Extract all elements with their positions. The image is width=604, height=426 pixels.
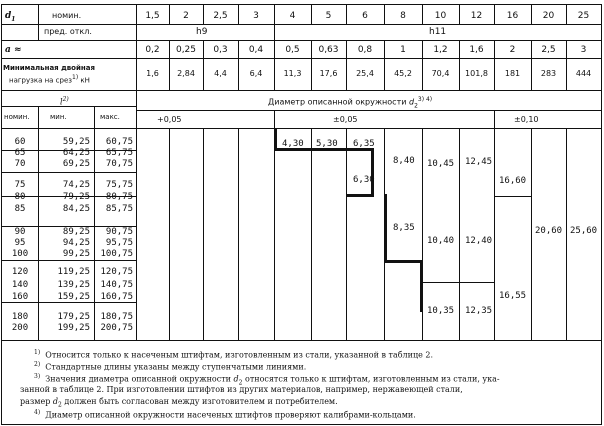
col-divider-body-0 — [136, 128, 137, 340]
length-min-0: 59,25 — [62, 137, 90, 147]
d1-value-6: 6 — [362, 11, 368, 21]
diameter-d10-b: 10,40 — [427, 236, 455, 246]
length-max-10: 140,75 — [100, 280, 133, 290]
a-value-10: 2 — [509, 45, 516, 55]
group-rule-1 — [1, 172, 136, 173]
load-value-7: 45,2 — [394, 69, 412, 78]
d1-value-8: 10 — [434, 11, 447, 21]
diameter-d20: 20,60 — [535, 226, 563, 236]
a-value-3: 0,4 — [248, 45, 264, 55]
table-border-right — [601, 4, 602, 424]
header-rule-2 — [1, 40, 601, 41]
diameter-d12-c: 12,35 — [465, 306, 493, 316]
len-min-divider — [94, 106, 95, 340]
length-max-header: макс. — [100, 113, 120, 121]
load-value-4: 11,3 — [283, 69, 302, 78]
col-divider-body-5 — [311, 128, 312, 340]
footnote-2: $^{2)}$ Стандартные длины указаны между ступенчатыми линиями. — [34, 361, 307, 372]
header-rule-4 — [1, 90, 601, 91]
length-max-3: 75,75 — [105, 180, 133, 190]
notes-border-bottom — [1, 424, 602, 425]
length-min-13: 199,25 — [57, 323, 90, 333]
length-nom-9: 120 — [11, 267, 29, 277]
length-nom-2: 70 — [14, 159, 26, 169]
table-border-bottom — [1, 340, 602, 341]
footnote-4: $^{4)}$ Диаметр описанной окружности насеченых штифтов проверяют калибрами-кольцами. — [34, 409, 416, 420]
length-symbol: $l^{2)}$ — [60, 96, 69, 107]
length-min-5: 84,25 — [62, 204, 90, 214]
load-value-11: 283 — [540, 69, 557, 78]
a-value-1: 0,25 — [175, 45, 197, 55]
a-value-4: 0,5 — [285, 45, 300, 55]
col-divider-body-4 — [274, 128, 275, 340]
diameter-d10-c: 10,35 — [427, 306, 455, 316]
tol-divider-0 — [136, 110, 137, 128]
d4-cell-bottom — [274, 150, 374, 151]
length-min-6: 89,25 — [62, 227, 90, 237]
a-value-11: 2,5 — [541, 45, 556, 55]
length-min-11: 159,25 — [57, 292, 90, 302]
d1-value-11: 20 — [542, 11, 555, 21]
tolerance-pm-005: ±0,05 — [333, 115, 358, 124]
diameter-d12-b: 12,40 — [465, 236, 493, 246]
load-value-3: 6,4 — [249, 69, 263, 78]
diameter-d4: 4,30 — [282, 139, 304, 149]
tolerance-pm-010: ±0,10 — [514, 115, 539, 124]
length-min-8: 99,25 — [62, 249, 90, 259]
a-value-8: 1,2 — [433, 45, 448, 55]
footnote-1: $^{1)}$ Относится только к насеченым штифтам, изготовленным из стали, указанной в таблице 2. — [34, 349, 434, 360]
a-symbol: a ≈ — [5, 45, 22, 55]
a-value-2: 0,3 — [213, 45, 228, 55]
step-line-3 — [371, 150, 374, 196]
tolerance-label: пред. откл. — [44, 27, 92, 36]
fit-divider-0 — [136, 24, 137, 40]
d16-cell-rule — [494, 196, 531, 197]
d1-value-5: 5 — [325, 11, 332, 21]
length-min-header: мин. — [50, 113, 67, 121]
shear-load-label-2: нагрузка на срез$^{1)}$ кН — [9, 74, 90, 85]
length-min-12: 179,25 — [57, 312, 90, 322]
tolerance-plus-005: +0,05 — [157, 115, 182, 124]
load-value-8: 70,4 — [431, 69, 450, 78]
length-nom-0: 60 — [14, 137, 26, 147]
diameter-d8-b: 8,35 — [393, 223, 415, 233]
length-max-11: 160,75 — [100, 292, 133, 302]
d1-symbol: $d_1$ — [5, 11, 16, 23]
footnote-3-end: размер $d_2$ должен быть согласован между изготовителем и потребителем. — [20, 397, 338, 409]
footnote-3-cont: занной в таблице 2. При изготовлении штифтов из других материалов, например, нержавеющей стали, — [20, 385, 463, 394]
label-col-divider — [38, 4, 39, 40]
header-rule-6 — [1, 128, 601, 129]
d1-value-7: 8 — [400, 11, 406, 21]
length-nom-4: 80 — [14, 192, 26, 202]
load-value-12: 444 — [575, 69, 592, 78]
diameter-d5: 5,30 — [316, 139, 338, 149]
length-max-4: 80,75 — [105, 192, 133, 202]
step-line-5 — [384, 194, 387, 262]
d1-value-10: 16 — [506, 11, 519, 21]
diameter-d8-a: 8,40 — [393, 156, 415, 166]
length-min-9: 119,25 — [57, 267, 90, 277]
d1-value-12: 25 — [577, 11, 590, 21]
load-value-9: 101,8 — [465, 69, 488, 78]
tol-divider-4 — [274, 110, 275, 128]
step-line-0 — [274, 128, 277, 150]
a-value-6: 0,8 — [357, 45, 373, 55]
diameter-d10-a: 10,45 — [427, 159, 455, 169]
length-min-1: 64,25 — [62, 148, 90, 158]
fit-h11-label: h11 — [429, 27, 447, 37]
col-divider-body-9 — [459, 128, 460, 340]
a-value-9: 1,6 — [469, 45, 484, 55]
min-shear-load-label: Минимальная двойная — [3, 64, 95, 72]
col-divider-body-3 — [238, 128, 239, 340]
length-max-1: 65,75 — [105, 148, 133, 158]
circumscribed-diameter-header: Диаметр описанной окружности $d_2^{3) 4)}$ — [268, 96, 433, 110]
length-nom-10: 140 — [11, 280, 29, 290]
length-nom-5: 85 — [14, 204, 26, 214]
a-value-0: 0,2 — [145, 45, 160, 55]
diameter-d16-a: 16,60 — [499, 176, 527, 186]
length-nom-3: 75 — [14, 180, 26, 190]
length-min-7: 94,25 — [62, 238, 90, 248]
length-nom-13: 200 — [11, 323, 29, 333]
step-line-6 — [384, 260, 422, 263]
header-rule-1 — [1, 24, 601, 25]
col-divider-body-11 — [531, 128, 532, 340]
col-divider-body-12 — [566, 128, 567, 340]
d1-value-0: 1,5 — [145, 11, 160, 21]
d1-value-1: 2 — [183, 11, 189, 21]
length-nominal-header: номин. — [4, 113, 30, 121]
step-line-7 — [420, 260, 423, 312]
diameter-d6-a: 6,35 — [353, 139, 375, 149]
load-value-6: 25,4 — [356, 69, 374, 78]
a-value-12: 3 — [580, 45, 587, 55]
header-rule-5 — [136, 110, 601, 111]
d1-value-3: 3 — [253, 11, 259, 21]
table-border-left — [1, 4, 2, 424]
header-rule-3 — [1, 58, 601, 59]
group-rule-4 — [1, 260, 136, 261]
col-divider-body-6 — [346, 128, 347, 340]
tol-divider-10 — [494, 110, 495, 128]
load-value-10: 181 — [504, 69, 521, 78]
fit-h9-label: h9 — [196, 27, 208, 37]
length-max-5: 85,75 — [105, 204, 133, 214]
length-max-2: 70,75 — [105, 159, 133, 169]
length-nom-6: 90 — [14, 227, 26, 237]
length-max-13: 200,75 — [100, 323, 133, 333]
col-divider-body-2 — [203, 128, 204, 340]
length-nom-11: 160 — [11, 292, 29, 302]
nominal-label: номин. — [52, 11, 82, 20]
length-nom-7: 95 — [14, 238, 26, 248]
d10-cell-rule — [422, 282, 494, 283]
length-max-6: 90,75 — [105, 227, 133, 237]
d1-value-9: 12 — [470, 11, 483, 21]
footnote-3: $^{3)}$ Значения диаметра описанной окружности $d_2$ относятся только к штифтам, изготовленным из стали, ука- — [34, 373, 500, 387]
length-min-4: 79,25 — [62, 192, 90, 202]
group-rule-5 — [1, 302, 136, 303]
length-max-12: 180,75 — [100, 312, 133, 322]
load-value-2: 4,4 — [214, 69, 227, 78]
length-nom-1: 65 — [14, 148, 26, 158]
a-value-7: 1 — [400, 45, 406, 55]
load-value-5: 17,6 — [319, 69, 338, 78]
length-min-3: 74,25 — [62, 180, 90, 190]
length-max-8: 100,75 — [100, 249, 133, 259]
load-value-0: 1,6 — [146, 69, 159, 78]
len-nom-divider — [38, 106, 39, 340]
length-nom-8: 100 — [11, 249, 29, 259]
d1-value-4: 4 — [289, 11, 296, 21]
load-value-1: 2,84 — [177, 69, 195, 78]
col-divider-body-1 — [169, 128, 170, 340]
length-min-10: 139,25 — [57, 280, 90, 290]
a-value-5: 0,63 — [318, 45, 339, 55]
table-border-top — [1, 4, 602, 5]
length-nom-12: 180 — [11, 312, 29, 322]
length-max-7: 95,75 — [105, 238, 133, 248]
d1-value-2: 2,5 — [213, 11, 228, 21]
diameter-d16-b: 16,55 — [499, 291, 527, 301]
length-max-9: 120,75 — [100, 267, 133, 277]
diam-divider-0 — [136, 90, 137, 110]
diameter-d12-a: 12,45 — [465, 157, 493, 167]
diameter-d6-b: 6,30 — [353, 175, 375, 185]
step-line-4 — [346, 194, 374, 197]
col-divider-body-10 — [494, 128, 495, 340]
fit-divider-4 — [274, 24, 275, 40]
diameter-d25: 25,60 — [570, 226, 598, 236]
length-min-2: 69,25 — [62, 159, 90, 169]
length-max-0: 60,75 — [105, 137, 133, 147]
